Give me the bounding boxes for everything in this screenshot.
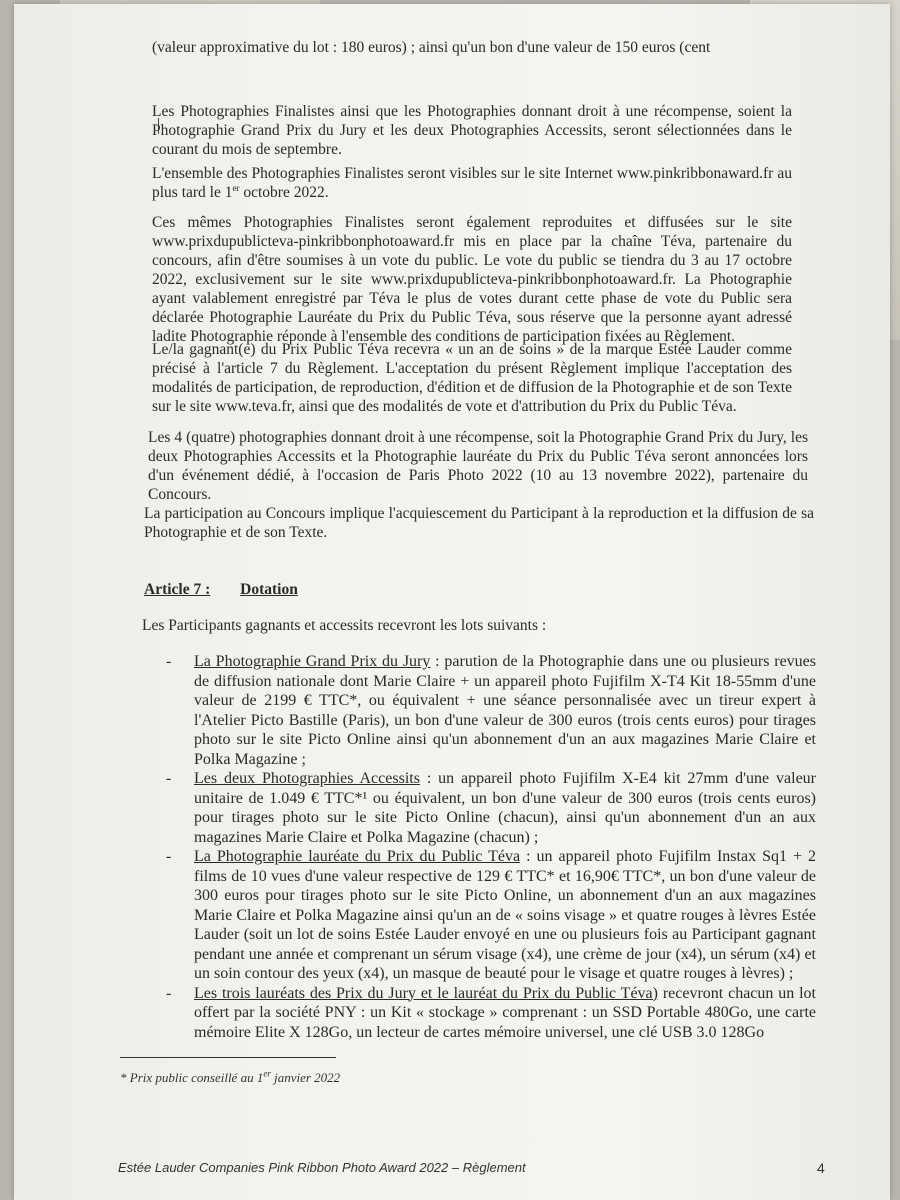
paragraph-public-vote: Ces mêmes Photographies Finalistes seront également reproduites et diffusées sur le site www.prixdupublicteva-pinkribbonphotoaward.fr mis en place par la chaîne Téva, partenaire du concours, afin d'être soumises à un vote du public. Le vote du public se tiendra du 3 au 17 octobre 2022, exclusivement sur le site www.prixdupublicteva-pinkribbonphotoaward.fr. La Photographie ayant valablement enregistré par Téva le plus de votes durant cette phase de vote du Public sera déclarée Photographie Lauréate du Prix du Public Téva, sous réserve que la personne ayant adressé ladite Photographie réponde à l'ensemble des conditions de participation fixées au Règlement. — [152, 214, 792, 345]
document-page — [14, 4, 890, 1200]
list-item: - Les deux Photographies Accessits : un appareil photo Fujifilm X-E4 kit 27mm d'une valeur unitaire de 1.049 € TTC*¹ ou équivalent, un bon d'une valeur de 300 euros (trois cents euros) pour tirages photo sur le site Picto Online (chacun), ainsi qu'un abonnement d'un an aux magazines Marie Claire et Polka Magazine (chacun) ; — [166, 770, 817, 846]
list-item: - La Photographie Grand Prix du Jury : parution de la Photographie dans une ou plusieurs revues de diffusion nationale dont Marie Claire + un appareil photo Fujifilm X-T4 Kit 18-55mm d'une valeur de 2199 € TTC*, ou équivalent + une séance personnalisée avec un tireur expert à l'Atelier Picto Bastille (Paris), un bon d'une valeur de 300 euros (trois cents euros) pour tirages photo sur le site Picto Online ainsi qu'un abonnement d'un an aux magazines Marie Claire et Polka Magazine ; — [166, 653, 816, 768]
article-number: Article 7 : — [144, 581, 211, 598]
footer-title: Estée Lauder Companies Pink Ribbon Photo Award 2022 – Règlement — [118, 1160, 526, 1175]
list-item: - Les trois lauréats des Prix du Jury et le lauréat du Prix du Public Téva) recevront chacun un lot offert par la société PNY : un Kit « stockage » comprenant : un SSD Portable 480Go, une carte mémoire Elite X 128Go, un lecteur de cartes mémoire universel, une clé USB 3.0 128Go — [166, 984, 816, 1041]
paragraph-announcement: Les 4 (quatre) photographies donnant droit à une récompense, soit la Photographie Grand Prix du Jury, les deux Photographies Accessits et la Photographie lauréate du Prix du Public Téva seront annoncées lors d'un événement dédié, à l'occasion de Paris Photo 2022 (10 au 13 novembre 2022), partenaire du Concours. — [148, 429, 808, 503]
article-heading — [144, 580, 298, 599]
top-line: (valeur approximative du lot : 180 euros) ; ainsi qu'un bon d'une valeur de 150 euros (cent — [152, 39, 711, 56]
paragraph-finalists-visible: L'ensemble des Photographies Finalistes seront visibles sur le site Internet www.pinkribbonaward.fr au plus tard le 1er octobre 2022. — [152, 165, 792, 201]
footnote-separator — [120, 1057, 336, 1058]
article-intro: Les Participants gagnants et accessits recevront les lots suivants : — [142, 617, 547, 634]
page-number: 4 — [817, 1160, 825, 1176]
article-title: Dotation — [240, 581, 298, 598]
list-item: - La Photographie lauréate du Prix du Public Téva : un appareil photo Fujifilm Instax Sq1 + 2 films de 10 vues d'une valeur respective de 129 € TTC* et 16,90€ TTC*, un bon d'une valeur de 300 euros pour tirages photo sur le site Picto Online, un abonnement d'un an aux magazines Marie Claire et Polka Magazine ainsi qu'un an de « soins visage » et quatre rouges à lèvres Estée Lauder (soit un lot de soins Estée Lauder envoyé en une ou plusieurs fois au Participant gagnant pendant une année et comprenant un sérum visage (x4), une crème de jour (x4), un sérum (x4) et un soin contour des yeux (x4), un masque de beauté pour le visage et quatre rouges à lèvres) ; — [166, 848, 817, 982]
paragraph-participation: La participation au Concours implique l'acquiescement du Participant à la reproduction et la diffusion de sa Photographie et de son Texte. — [144, 505, 814, 541]
paragraph-public-winner: Le/la gagnant(e) du Prix Public Téva recevra « un an de soins » de la marque Estée Lauder comme précisé à l'article 7 du Règlement. L'acceptation du présent Règlement implique l'acceptation des modalités de participation, de reproduction, d'édition et de diffusion de la Photographie et de son Texte sur le site www.teva.fr, ainsi que des modalités de vote et d'attribution du Prix du Public Téva. — [152, 341, 792, 415]
paragraph-finalists-selection: Les Photographies Finalistes ainsi que les Photographies donnant droit à une récompense, soient la Photographie Grand Prix du Jury et les deux Photographies Accessits, seront sélectionnées dans le courant du mois de septembre. — [152, 103, 792, 158]
footnote: * Prix public conseillé au 1er janvier 2022 — [120, 1068, 341, 1085]
lots-list — [136, 652, 816, 1042]
